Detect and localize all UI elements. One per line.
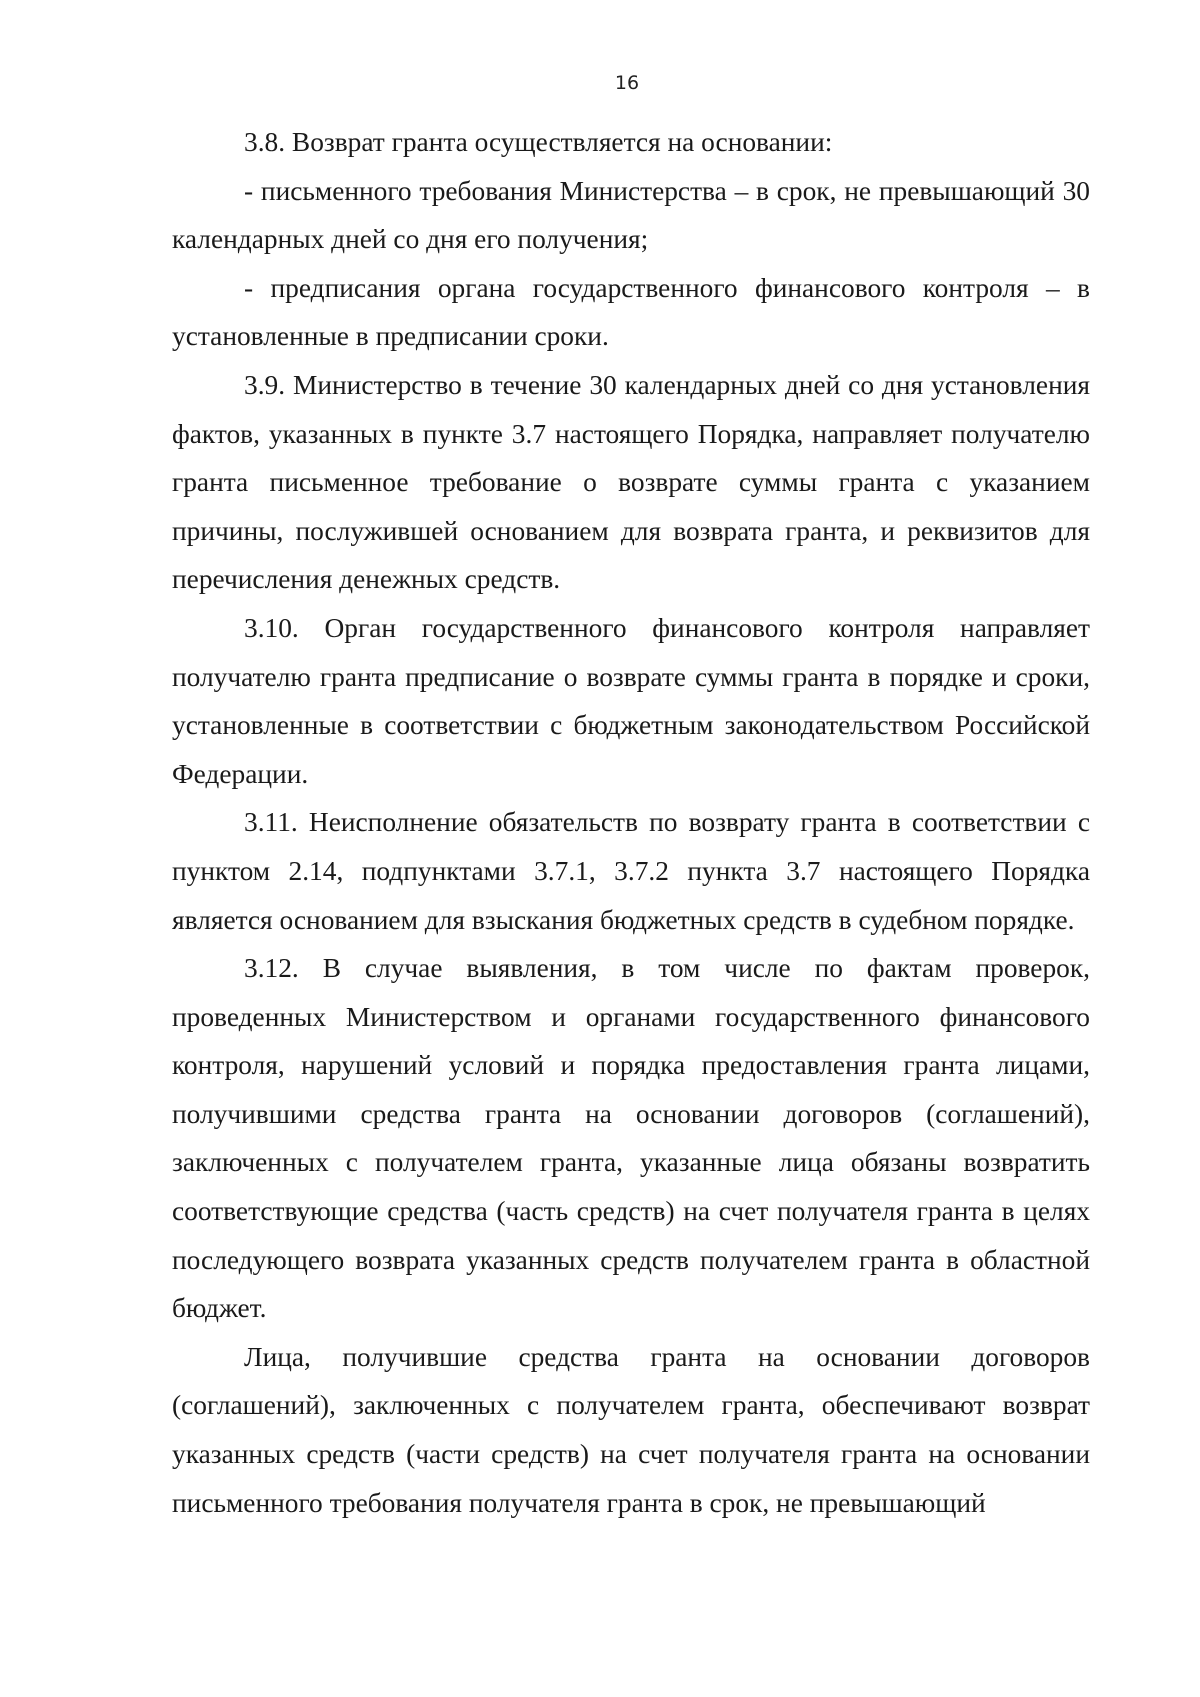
paragraph-3-12: 3.12. В случае выявления, в том числе по фактам проверок, проведенных Министерством и органами государственного финансового контроля, нарушений условий и порядка предоставления гранта лицами, получившими средства гранта на основании договоров (соглашений), заключенных с получателем гранта, указанные лица обязаны возвратить соответствующие средства (часть средств) на счет получателя гранта в целях последующего возврата указанных средств получателем гранта в областной бюджет.	[172, 953, 1090, 1324]
paragraph-3-9: 3.9. Министерство в течение 30 календарных дней со дня установления фактов, указанных в пункте 3.7 настоящего Порядка, направляет получателю гранта письменное требование о возврате суммы гранта с указанием причины, послужившей основанием для возврата гранта, и реквизитов для перечисления денежных средств.	[172, 369, 1090, 595]
document-body	[172, 118, 1090, 1527]
paragraph-persons-return: Лица, получившие средства гранта на основании договоров (соглашений), заключенных с получателем гранта, обеспечивают возврат указанных средств (части средств) на счет получателя гранта на основании письменного требования получателя гранта в срок, не превышающий	[172, 1341, 1090, 1518]
paragraph-3-10: 3.10. Орган государственного финансового контроля направляет получателю гранта предписание о возврате суммы гранта в порядке и сроки, установленные в соответствии с бюджетным законодательством Российской Федерации.	[172, 612, 1090, 789]
paragraph-3-8: 3.8. Возврат гранта осуществляется на основании:	[244, 127, 833, 157]
paragraph-prescription: - предписания органа государственного финансового контроля – в установленные в предписании сроки.	[172, 272, 1090, 352]
paragraph-3-11: 3.11. Неисполнение обязательств по возврату гранта в соответствии с пунктом 2.14, подпунктами 3.7.1, 3.7.2 пункта 3.7 настоящего Порядка является основанием для взыскания бюджетных средств в судебном порядке.	[172, 807, 1090, 935]
page-number: 16	[614, 72, 640, 94]
paragraph-written-demand: - письменного требования Министерства – в срок, не превышающий 30 календарных дней со дня его получения;	[172, 175, 1090, 255]
